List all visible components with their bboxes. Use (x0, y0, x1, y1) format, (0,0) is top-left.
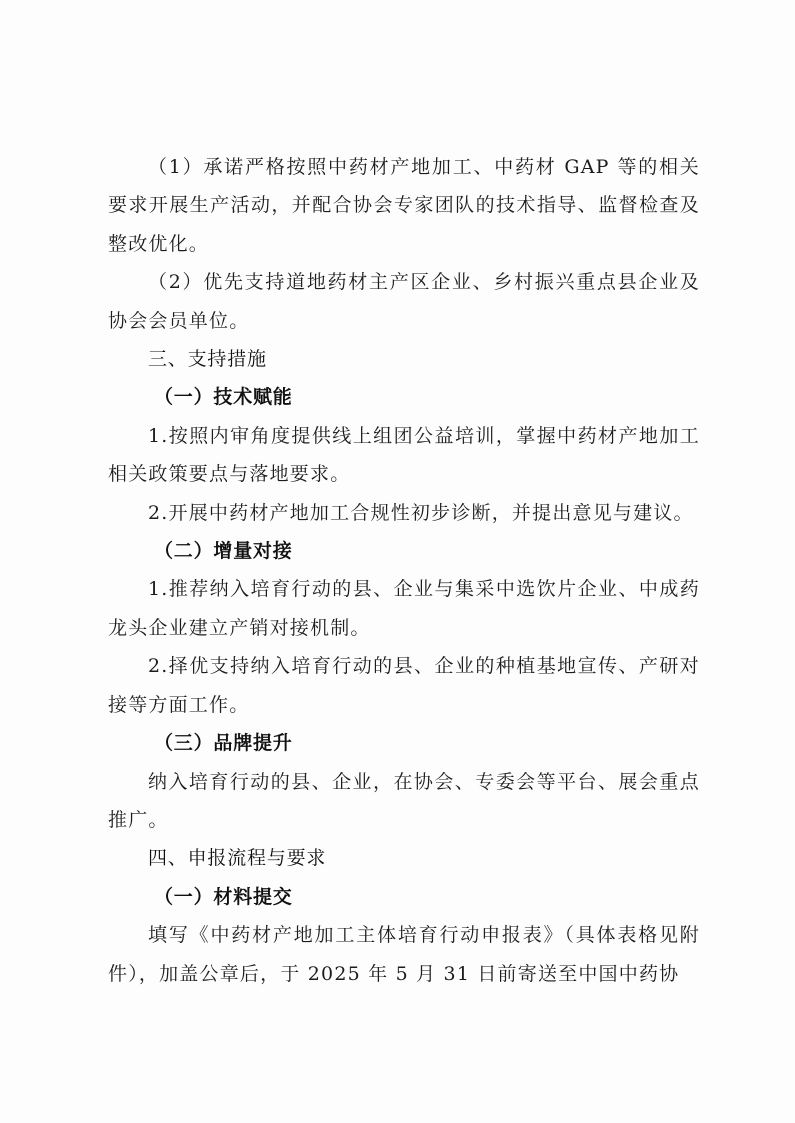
paragraph-diagnosis: 2.开展中药材产地加工合规性初步诊断，并提出意见与建议。 (148, 501, 694, 524)
paragraph-submission-details: 填写《中药材产地加工主体培育行动申报表》（具体表格见附件），加盖公章后，于 2025 年 5 月 31 日前寄送至中国中药协 (108, 924, 700, 985)
document-body (108, 148, 700, 993)
paragraph-brand-promotion: 纳入培育行动的县、企业，在协会、专委会等平台、展会重点推广。 (108, 770, 700, 831)
subsection-heading-brand-upgrade: （三）品牌提升 (154, 732, 293, 755)
paragraph-commitment: （1）承诺严格按照中药材产地加工、中药材 GAP 等的相关要求开展生产活动，并配合协会专家团队的技术指导、监督检查及整改优化。 (108, 156, 700, 255)
subsection-heading-tech-empowerment: （一）技术赋能 (154, 386, 293, 409)
paragraph-base-promotion: 2.择优支持纳入培育行动的县、企业的种植基地宣传、产研对接等方面工作。 (108, 655, 700, 716)
subsection-heading-incremental-docking: （二）增量对接 (154, 540, 293, 563)
section-heading-application-process: 四、申报流程与要求 (148, 847, 327, 870)
paragraph-priority-support: （2）优先支持道地药材主产区企业、乡村振兴重点县企业及协会会员单位。 (108, 271, 700, 332)
section-heading-support-measures: 三、支持措施 (148, 348, 267, 371)
subsection-heading-material-submission: （一）材料提交 (154, 885, 293, 908)
paragraph-training: 1.按照内审角度提供线上组团公益培训，掌握中药材产地加工相关政策要点与落地要求。 (108, 424, 700, 486)
paragraph-sales-docking: 1.推荐纳入培育行动的县、企业与集采中选饮片企业、中成药龙头企业建立产销对接机制。 (108, 578, 700, 639)
